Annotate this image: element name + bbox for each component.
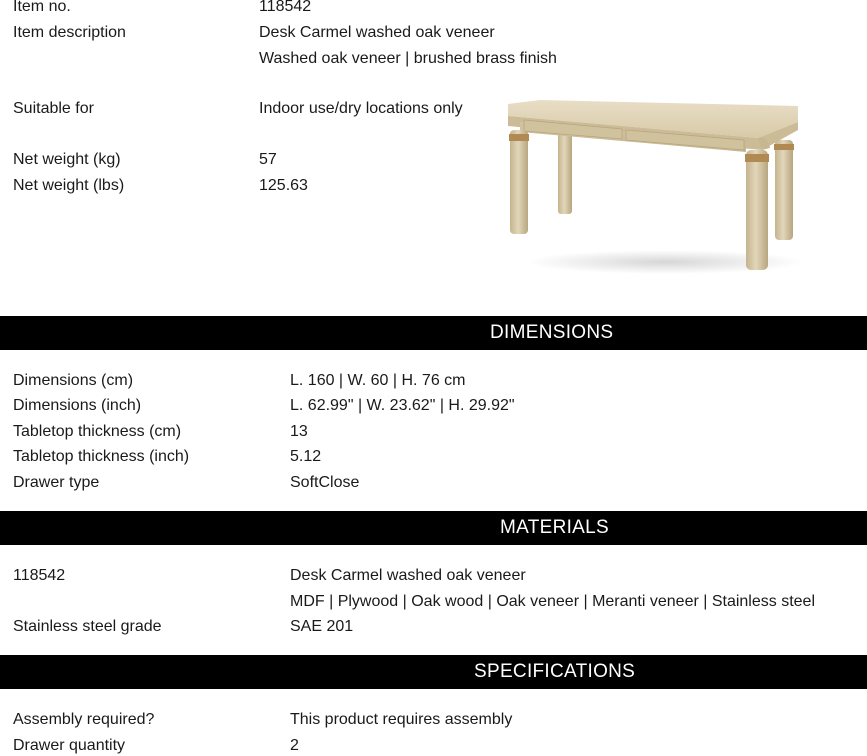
materials-header-bar [0,511,867,545]
drawer-quantity-label: Drawer quantity [13,737,126,754]
tabletop-thickness-inch-value: 5.12 [290,448,322,465]
desk-image [500,92,805,277]
dimensions-inch-label: Dimensions (inch) [13,397,142,414]
item-no-label: Item no. [13,0,71,15]
specifications-header-bar [0,655,867,689]
item-no-value: 118542 [259,0,312,15]
stainless-steel-grade-label: Stainless steel grade [13,618,162,635]
front-right-brass-ring [745,154,769,162]
net-weight-lbs-label: Net weight (lbs) [13,177,125,194]
materials-item-value-line1: Desk Carmel washed oak veneer [290,567,526,584]
drawer-type-value: SoftClose [290,474,360,491]
net-weight-kg-label: Net weight (kg) [13,151,121,168]
item-description-label: Item description [13,24,126,41]
tabletop-thickness-cm-label: Tabletop thickness (cm) [13,423,182,440]
item-description-line2: Washed oak veneer | brushed brass finish [259,50,557,67]
tabletop-thickness-inch-label: Tabletop thickness (inch) [13,448,190,465]
back-right-leg [775,140,793,240]
front-right-leg [746,150,768,270]
suitable-for-label: Suitable for [13,100,94,117]
stainless-steel-grade-value: SAE 201 [290,618,354,635]
dimensions-header-bar [0,316,867,350]
drawer-quantity-value: 2 [290,737,299,754]
materials-item-label: 118542 [13,567,66,584]
tabletop-thickness-cm-value: 13 [290,423,308,440]
assembly-required-value: This product requires assembly [290,711,513,728]
materials-item-value-line2: MDF | Plywood | Oak wood | Oak veneer | Meranti veneer | Stainless steel [290,593,815,610]
back-right-brass-ring [774,144,794,150]
dimensions-cm-label: Dimensions (cm) [13,372,134,389]
suitable-for-value: Indoor use/dry locations only [259,100,463,117]
dimensions-cm-value: L. 160 | W. 60 | H. 76 cm [290,372,466,389]
front-left-leg [510,130,528,234]
materials-header: MATERIALS [500,517,609,538]
item-description-line1: Desk Carmel washed oak veneer [259,24,495,41]
front-left-brass-ring [509,134,529,141]
desk-illustration [500,92,805,277]
assembly-required-label: Assembly required? [13,711,155,728]
dimensions-inch-value: L. 62.99" | W. 23.62" | H. 29.92" [290,397,515,414]
drawer-type-label: Drawer type [13,474,100,491]
net-weight-lbs-value: 125.63 [259,177,308,194]
net-weight-kg-value: 57 [259,151,277,168]
back-left-leg [558,132,572,214]
dimensions-header: DIMENSIONS [490,322,614,343]
specifications-header: SPECIFICATIONS [474,661,636,682]
